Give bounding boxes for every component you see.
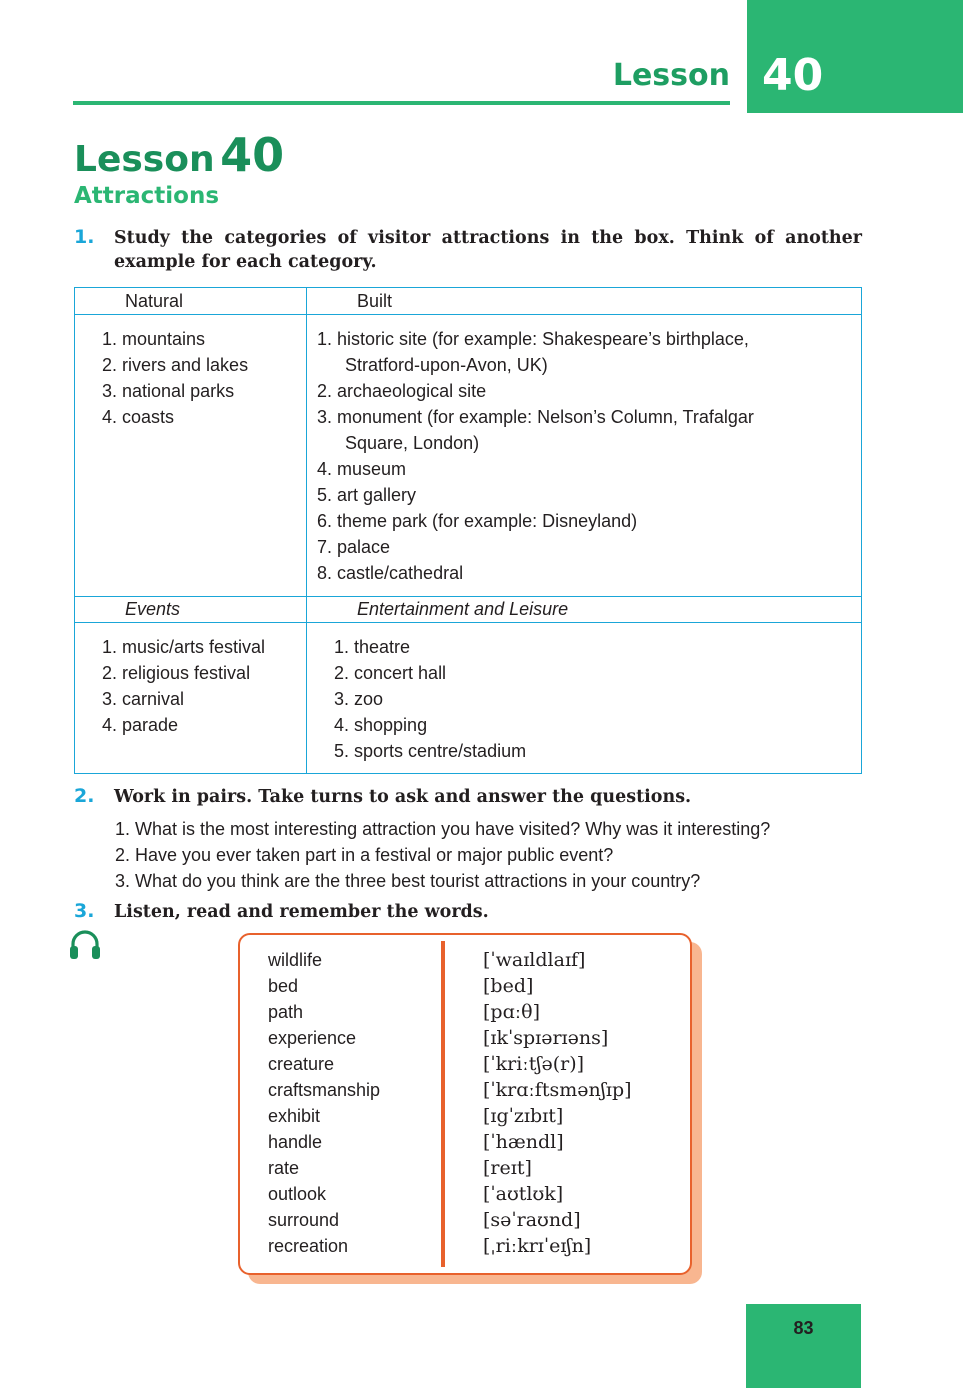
- transcription-list: [483, 947, 632, 1259]
- list-item: 4. coasts: [102, 407, 175, 427]
- word-item: surround: [268, 1210, 340, 1230]
- question-item: 3. What do you think are the three best tourist attractions in your country?: [115, 871, 701, 891]
- exercise-1-number: 1.: [74, 226, 95, 248]
- exercise-2-number: 2.: [74, 785, 95, 807]
- list-item: 3. zoo: [334, 689, 384, 709]
- transcription-item: [pɑːθ]: [483, 1001, 540, 1023]
- lesson-title: [74, 128, 284, 182]
- table-column-divider: [306, 288, 307, 773]
- page-number-box: [746, 1304, 861, 1388]
- word-item: rate: [268, 1158, 300, 1178]
- word-item: bed: [268, 976, 299, 996]
- word-item: experience: [268, 1028, 357, 1048]
- vocabulary-box: [238, 933, 692, 1275]
- list-item: 6. theme park (for example: Disneyland): [317, 511, 638, 531]
- exercise-3-number: 3.: [74, 900, 95, 922]
- transcription-item: [ˈaʊtlʊk]: [483, 1183, 564, 1205]
- list-item: 5. sports centre/stadium: [334, 741, 527, 761]
- list-item: 1. music/arts festival: [102, 637, 266, 657]
- word-item: exhibit: [268, 1106, 321, 1126]
- page-number: 83: [793, 1318, 814, 1338]
- list-item: 7. palace: [317, 537, 391, 557]
- table-row-divider: [75, 622, 861, 623]
- transcription-item: [ˈhændl]: [483, 1131, 564, 1153]
- transcription-item: [bed]: [483, 975, 534, 997]
- list-item: 3. national parks: [102, 381, 235, 401]
- list-item: 1. mountains: [102, 329, 206, 349]
- lesson-title-number: 40: [220, 128, 285, 182]
- question-item: 1. What is the most interesting attraction you have visited? Why was it interesting?: [115, 819, 771, 839]
- list-item: 8. castle/cathedral: [317, 563, 464, 583]
- header-lesson-number: 40: [762, 50, 824, 101]
- exercise-2-questions: [115, 816, 770, 894]
- question-item: 2. Have you ever taken part in a festival or major public event?: [115, 845, 614, 865]
- table-row-divider: [75, 314, 861, 315]
- exercise-1-instruction: Study the categories of visitor attractions in the box. Think of another example for each category.: [114, 228, 862, 272]
- header-rule: [73, 101, 730, 105]
- built-list: [317, 326, 754, 586]
- list-item: Square, London): [345, 433, 480, 453]
- events-header: Events: [125, 599, 181, 619]
- word-item: craftsmanship: [268, 1080, 381, 1100]
- word-item: creature: [268, 1054, 335, 1074]
- header-lesson-label: Lesson: [612, 58, 730, 93]
- transcription-item: [ˌriːkrɪˈeɪʃn]: [483, 1235, 592, 1257]
- word-item: path: [268, 1002, 304, 1022]
- entertainment-header: Entertainment and Leisure: [357, 599, 569, 619]
- natural-list: [102, 326, 248, 430]
- list-item: 3. monument (for example: Nelson’s Column, Trafalgar: [317, 407, 754, 427]
- list-item: 4. parade: [102, 715, 179, 735]
- transcription-item: [ˈkrɑːftsmənʃɪp]: [483, 1079, 632, 1101]
- list-item: 4. shopping: [334, 715, 428, 735]
- vocabulary-divider: [441, 941, 445, 1267]
- built-header: Built: [357, 291, 393, 311]
- entertainment-list: [334, 634, 526, 764]
- list-item: 2. archaeological site: [317, 381, 487, 401]
- natural-header: Natural: [125, 291, 184, 311]
- list-item: Stratford-upon-Avon, UK): [345, 355, 548, 375]
- exercise-3-instruction: Listen, read and remember the words.: [114, 902, 489, 922]
- transcription-item: [səˈraʊnd]: [483, 1209, 581, 1231]
- list-item: 2. concert hall: [334, 663, 447, 683]
- exercise-2-instruction: Work in pairs. Take turns to ask and answer the questions.: [114, 787, 692, 807]
- word-item: wildlife: [268, 950, 323, 970]
- list-item: 1. historic site (for example: Shakespeare’s birthplace,: [317, 329, 749, 349]
- word-item: recreation: [268, 1236, 349, 1256]
- list-item: 3. carnival: [102, 689, 185, 709]
- events-list: [102, 634, 265, 738]
- headphones-icon[interactable]: [68, 928, 102, 967]
- transcription-item: [ˈwaɪldlaɪf]: [483, 949, 586, 971]
- lesson-subtitle: Attractions: [74, 183, 220, 209]
- word-item: handle: [268, 1132, 323, 1152]
- word-list: [268, 947, 380, 1259]
- list-item: 4. museum: [317, 459, 407, 479]
- attractions-table: [74, 287, 862, 774]
- list-item: 2. rivers and lakes: [102, 355, 249, 375]
- list-item: 2. religious festival: [102, 663, 251, 683]
- list-item: 1. theatre: [334, 637, 411, 657]
- word-item: outlook: [268, 1184, 327, 1204]
- transcription-item: [reɪt]: [483, 1157, 532, 1179]
- transcription-item: [ˈkriːtʃə(r)]: [483, 1053, 585, 1075]
- list-item: 5. art gallery: [317, 485, 417, 505]
- transcription-item: [ɪgˈzɪbɪt]: [483, 1105, 564, 1127]
- transcription-item: [ɪkˈspɪərɪəns]: [483, 1027, 609, 1049]
- lesson-title-word: Lesson: [74, 139, 215, 180]
